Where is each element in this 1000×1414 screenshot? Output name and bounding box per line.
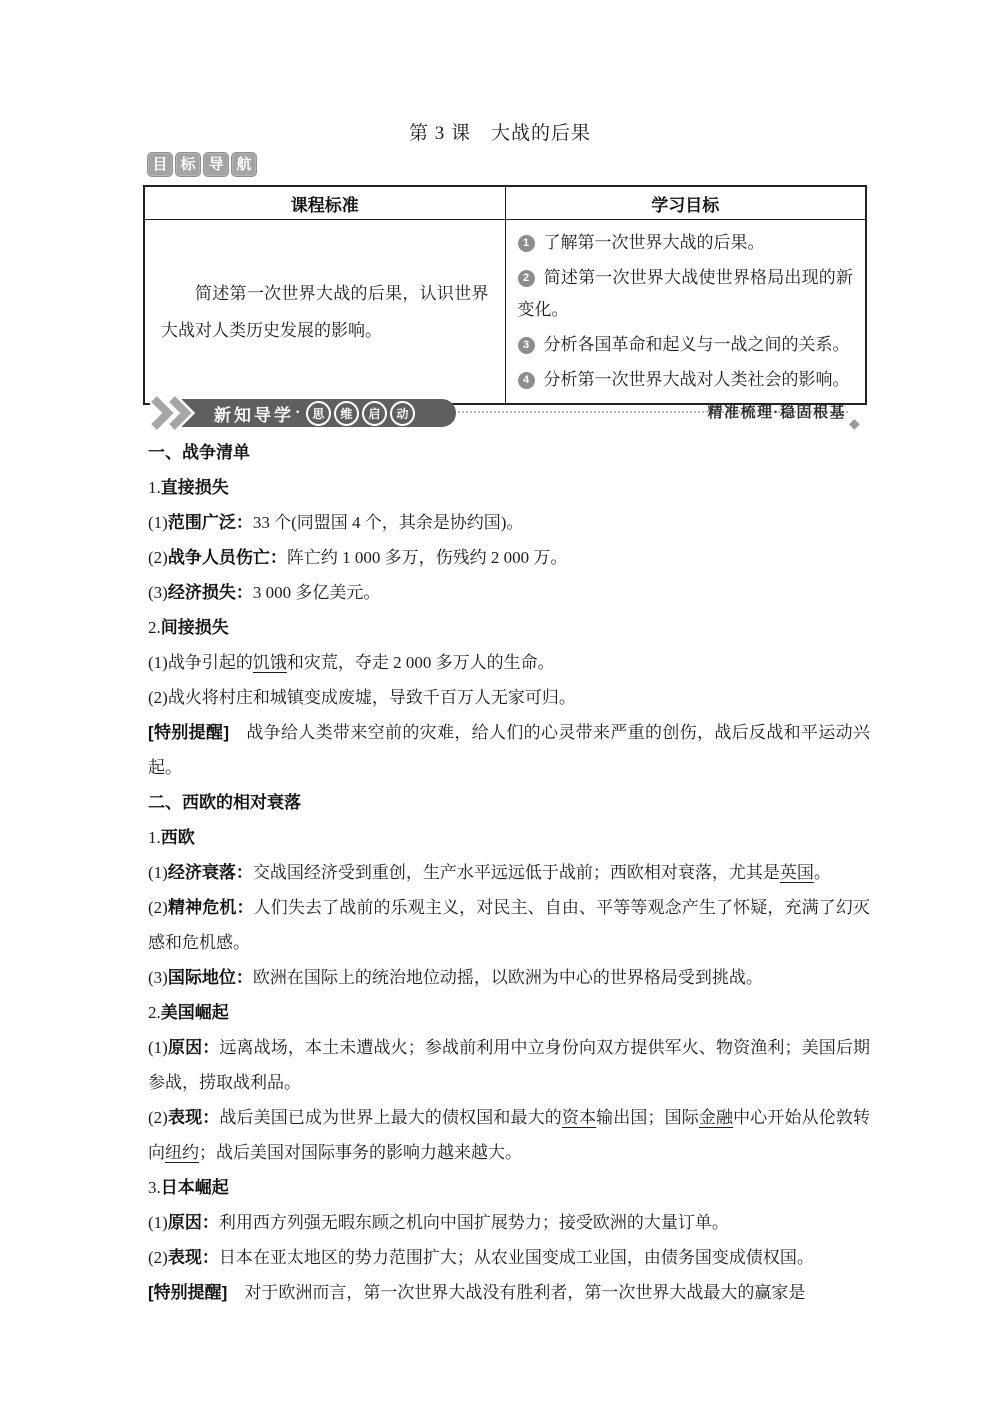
underlined-term: 饥饿 — [252, 653, 287, 672]
body-paragraph — [148, 505, 870, 540]
text-segment: 战争给人类带来空前的灾难，给人们的心灵带来严重的创伤，战后反战和平运动兴起。 — [148, 723, 871, 777]
badge-char: 航 — [231, 152, 257, 177]
text-segment: 人们失去了战前的乐观主义，对民主、自由、平等等观念产生了怀疑，充满了幻灭感和危机感。 — [148, 898, 871, 952]
underlined-term: 金融 — [698, 1108, 734, 1127]
emphasis-label: 原因： — [167, 1213, 219, 1232]
body-paragraph — [148, 1030, 870, 1100]
emphasis-label: 精神危机： — [167, 898, 254, 917]
emphasis-label: [特别提醒] — [148, 723, 229, 742]
goal-number-badge: 1 — [518, 235, 535, 252]
text-segment: (2)战火将村庄和城镇变成废墟，导致千百万人无家可归。 — [148, 688, 576, 707]
goal-text: 简述第一次世界大战使世界格局出现的新变化。 — [517, 268, 853, 319]
table-header-row — [144, 186, 866, 220]
goal-text: 分析第一次世界大战对人类社会的影响。 — [543, 370, 850, 389]
body-paragraph — [148, 1205, 870, 1240]
text-segment: 欧洲在国际上的统治地位动摇，以欧洲为中心的世界格局受到挑战。 — [252, 968, 763, 987]
text-segment: (1) — [148, 1038, 168, 1057]
body-paragraph — [148, 890, 870, 960]
emphasis-label: 表现： — [167, 1248, 219, 1267]
emphasis-label: 直接损失 — [160, 478, 229, 497]
emphasis-label: [特别提醒] — [148, 1283, 228, 1302]
text-segment: (2) — [148, 1108, 168, 1127]
goal-text: 了解第一次世界大战的后果。 — [543, 233, 765, 252]
emphasis-label: 美国崛起 — [160, 1003, 229, 1022]
emphasis-label: 表现： — [167, 1108, 220, 1127]
text-segment: 交战国经济受到重创，生产水平远远低于战前；西欧相对衰落，尤其是 — [252, 863, 780, 882]
sub-heading — [148, 470, 870, 505]
emphasis-label: 经济衰落： — [167, 863, 253, 882]
text-segment: 2. — [148, 618, 161, 637]
text-segment: 3 000 多亿美元。 — [252, 583, 381, 602]
text-segment: (1) — [148, 1213, 168, 1232]
emphasis-label: 战争人员伤亡： — [167, 548, 287, 567]
badge-char: 标 — [175, 152, 201, 177]
underlined-term: 英国 — [779, 863, 814, 882]
text-segment: (3) — [148, 583, 168, 602]
badge-char: 目 — [147, 152, 173, 177]
note-paragraph — [148, 715, 870, 785]
text-segment: 阵亡约 1 000 多万，伤残约 2 000 万。 — [286, 548, 568, 567]
page-title: 第 3 课 大战的后果 — [408, 123, 591, 144]
text-segment: 日本在亚太地区的势力范围扩大；从农业国变成工业国，由债务国变成债权国。 — [218, 1248, 814, 1267]
emphasis-label: 原因： — [167, 1038, 220, 1057]
text-segment: (2) — [148, 1248, 168, 1267]
body-paragraph — [148, 960, 870, 995]
sub-heading — [148, 820, 870, 855]
text-segment: 。 — [813, 863, 831, 882]
banner-title: 新知导学 — [214, 405, 294, 425]
banner-circled-char: 思 — [306, 401, 331, 426]
emphasis-label: 间接损失 — [160, 618, 229, 637]
body-paragraph — [148, 1240, 870, 1275]
text-segment: 3. — [148, 1178, 161, 1197]
double-chevron-icon — [146, 393, 210, 433]
goal-item — [518, 329, 854, 361]
sub-heading — [148, 610, 870, 645]
emphasis-label: 国际地位： — [167, 968, 253, 987]
text-segment: (1) — [148, 863, 168, 882]
body-paragraph — [148, 1100, 870, 1170]
body-paragraph — [148, 680, 870, 715]
underlined-term: 纽约 — [165, 1143, 199, 1162]
banner-separator: · — [295, 404, 301, 421]
goal-item — [518, 227, 854, 259]
badge-char: 导 — [203, 152, 229, 177]
section-heading — [148, 785, 870, 820]
text-segment: 和灾荒，夺走 2 000 多万人的生命。 — [286, 653, 555, 672]
curriculum-standard-cell: 简述第一次世界大战的后果，认识世界大战对人类历史发展的影响。 — [144, 220, 505, 405]
emphasis-label: 范围广泛： — [167, 513, 253, 532]
body-paragraph — [148, 540, 870, 575]
goal-text: 分析各国革命和起义与一战之间的关系。 — [543, 335, 850, 354]
text-segment: 战后美国已成为世界上最大的债权国和最大的 — [219, 1108, 562, 1127]
text-segment: 中心开始从伦敦转向 — [148, 1108, 871, 1162]
body-paragraph — [148, 855, 870, 890]
banner-slogan: 精准梳理·稳固根基 — [707, 404, 846, 421]
goal-nav-badge — [147, 152, 259, 177]
text-segment: 1. — [148, 828, 161, 847]
body-paragraph — [148, 575, 870, 610]
lesson-content — [148, 435, 870, 1310]
section-heading — [148, 435, 870, 470]
text-segment: 1. — [148, 478, 161, 497]
banner-circled-char: 动 — [390, 401, 415, 426]
sub-heading — [148, 995, 870, 1030]
text-segment: ；战后美国对国际事务的影响力越来越大。 — [199, 1143, 522, 1162]
learning-goals-cell — [505, 220, 866, 405]
emphasis-label: 经济损失： — [167, 583, 253, 602]
text-segment: 对于欧洲而言，第一次世界大战没有胜利者，第一次世界大战最大的赢家是 — [244, 1283, 806, 1302]
text-segment: (3) — [148, 968, 168, 987]
column-header-curriculum-standard: 课程标准 — [144, 186, 505, 220]
goal-item — [518, 364, 854, 396]
banner-circled-words — [304, 401, 416, 426]
banner-circled-char: 维 — [334, 401, 359, 426]
sub-heading — [148, 1170, 870, 1205]
text-segment: 输出国；国际 — [596, 1108, 699, 1127]
text-segment: (1)战争引起的 — [148, 653, 253, 672]
goal-number-badge: 3 — [518, 337, 535, 354]
text-segment: 利用西方列强无暇东顾之机向中国扩展势力；接受欧洲的大量订单。 — [218, 1213, 729, 1232]
text-segment: (2) — [148, 548, 168, 567]
body-paragraph — [148, 645, 870, 680]
text-segment: 远离战场，本土未遭战火；参战前利用中立身份向双方提供军火、物资渔利；美国后期参战，捞取战利品。 — [148, 1038, 871, 1092]
standards-goals-table — [143, 185, 867, 405]
banner-circled-char: 启 — [362, 401, 387, 426]
text-segment: 2. — [148, 1003, 161, 1022]
emphasis-label: 日本崛起 — [160, 1178, 229, 1197]
text-segment: (1) — [148, 513, 168, 532]
column-header-learning-goals: 学习目标 — [505, 186, 866, 220]
emphasis-label: 一、战争清单 — [148, 443, 250, 462]
emphasis-label: 二、西欧的相对衰落 — [148, 793, 301, 812]
banner-bar — [172, 399, 456, 427]
underlined-term: 资本 — [561, 1108, 597, 1127]
goal-number-badge: 4 — [518, 372, 535, 389]
diamond-icon: ◆ — [849, 417, 860, 432]
text-segment: 33 个(同盟国 4 个，其余是协约国)。 — [252, 513, 524, 532]
table-body-row — [144, 220, 866, 405]
text-segment: (2) — [148, 898, 168, 917]
goal-number-badge: 2 — [518, 270, 535, 287]
emphasis-label: 西欧 — [160, 828, 195, 847]
goal-item — [518, 262, 854, 326]
note-paragraph — [148, 1275, 870, 1310]
